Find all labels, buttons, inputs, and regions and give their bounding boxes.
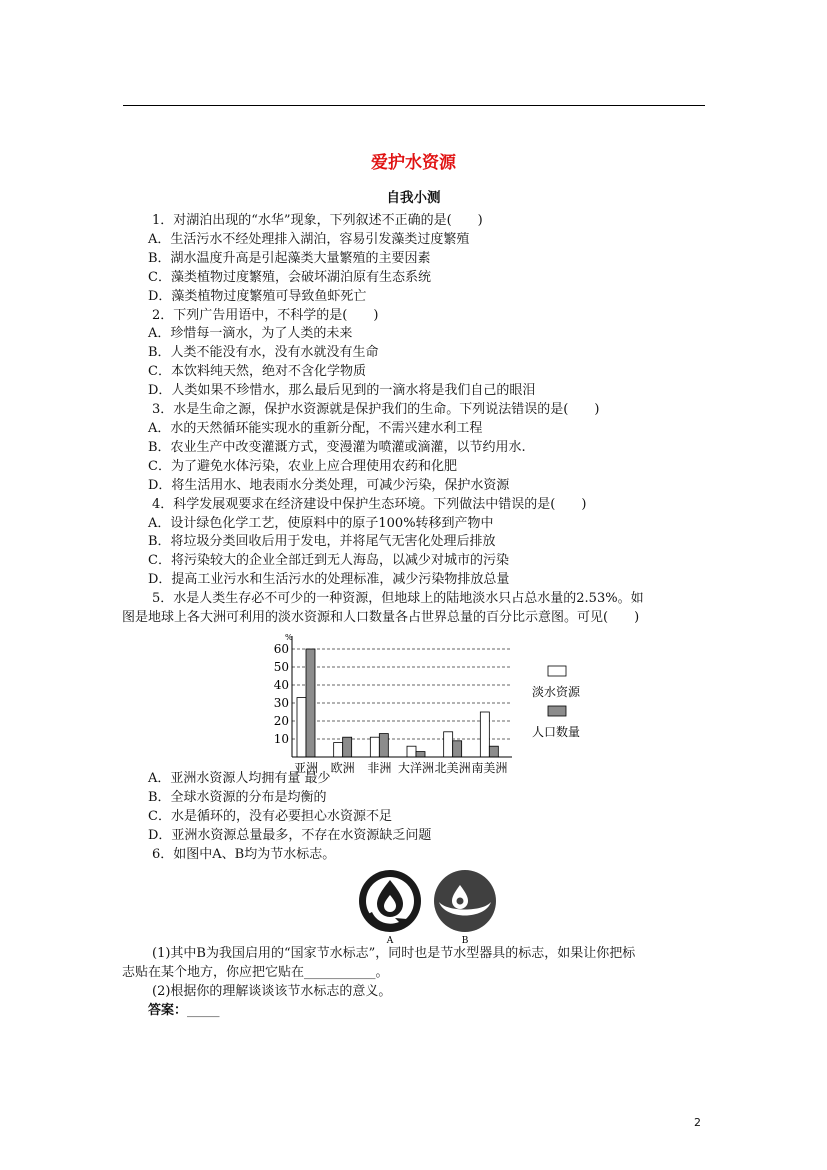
x-tick-label: 欧洲	[330, 761, 355, 775]
chart-legend	[532, 666, 581, 739]
q4-option-a: A．设计绿色化学工艺，使原料中的原子100%转移到产物中	[148, 515, 494, 531]
x-tick-label: 南美洲	[471, 761, 508, 775]
q6-sub1-line2: 志贴在某个地方，你应把它贴在___________。	[122, 964, 389, 980]
logo-a-label: A	[386, 936, 394, 946]
q5-options	[148, 770, 712, 865]
header-rule	[123, 105, 705, 106]
chart-grid	[292, 649, 512, 739]
q1-option-d: D．藻类植物过度繁殖可导致鱼虾死亡	[148, 288, 367, 304]
q6-subquestions	[122, 945, 712, 1021]
q4-option-b: B．将垃圾分类回收后用于发电，并将尾气无害化处理后排放	[148, 534, 496, 550]
q1-option-c: C．藻类植物过度繁殖，会破坏湖泊原有生态系统	[148, 269, 431, 285]
bar-freshwater	[334, 743, 343, 757]
question-list	[122, 212, 712, 628]
q2-stem: 2．下列广告用语中，不科学的是( )	[152, 307, 379, 323]
bar-freshwater	[480, 712, 489, 757]
q5-option-c: C．水是循环的，没有必要担心水资源不足	[148, 808, 392, 824]
x-tick-label: 亚洲	[293, 761, 319, 775]
y-tick-label: 20	[273, 714, 289, 728]
q5-stem-line1: 5．水是人类生存必不可少的一种资源，但地球上的陆地淡水只占总水量的2.53%。如	[152, 591, 644, 607]
q6-stem: 6．如图中A、B均为节水标志。	[152, 846, 336, 862]
y-tick-label: 30	[273, 696, 289, 710]
bar-population	[343, 737, 352, 757]
water-saving-logos	[355, 868, 505, 946]
q3-option-a: A．水的天然循环能实现水的重新分配，不需兴建水利工程	[148, 420, 483, 436]
q3-option-d: D．将生活用水、地表雨水分类处理，可减少污染，保护水资源	[148, 477, 510, 493]
q5-stem-line2: 图是地球上各大洲可利用的淡水资源和人口数量各占世界总量的百分比示意图。可见( )	[122, 610, 640, 626]
q2-option-c: C．本饮料纯天然，绝对不含化学物质	[148, 364, 366, 380]
y-axis-label: %	[285, 633, 293, 642]
q4-option-d: D．提高工业污水和生活污水的处理标准，减少污染物排放总量	[148, 572, 510, 588]
y-tick-label: 40	[273, 678, 289, 692]
q1-option-a: A．生活污水不经处理排入湖泊，容易引发藻类过度繁殖	[148, 231, 470, 247]
q1-option-b: B．湖水温度升高是引起藻类大量繁殖的主要因素	[148, 250, 431, 266]
bar-population	[306, 649, 315, 757]
answer-blank: _____	[187, 1002, 220, 1018]
q6-sub2: (2)根据你的理解谈谈该节水标志的意义。	[152, 983, 392, 999]
x-tick-label: 北美洲	[434, 761, 471, 775]
page-title: 爱护水资源	[371, 153, 456, 173]
water-saving-logo-b-icon	[434, 870, 496, 932]
x-tick-label: 大洋洲	[397, 761, 435, 775]
y-tick-label: 10	[273, 732, 289, 746]
section-subtitle: 自我小测	[386, 190, 441, 206]
legend-swatch	[548, 706, 566, 716]
legend-label: 淡水资源	[532, 685, 581, 699]
q3-option-c: C．为了避免水体污染，农业上应合理使用农药和化肥	[148, 458, 457, 474]
y-tick-label: 50	[273, 660, 289, 674]
water-population-bar-chart	[272, 630, 612, 780]
q4-option-c: C．将污染较大的企业全部迁到无人海岛，以减少对城市的污染	[148, 553, 509, 569]
bar-freshwater	[370, 737, 379, 757]
bar-freshwater	[407, 746, 416, 757]
legend-label: 人口数量	[532, 725, 581, 739]
bar-population	[379, 734, 388, 757]
logo-b-label: B	[461, 936, 469, 946]
q5-option-a: A．亚洲水资源人均拥有量 最少	[148, 771, 331, 786]
bar-freshwater	[297, 698, 306, 757]
q5-option-b: B．全球水资源的分布是均衡的	[148, 789, 327, 805]
q3-stem: 3．水是生命之源，保护水资源就是保护我们的生命。下列说法错误的是( )	[152, 402, 600, 418]
bar-freshwater	[444, 732, 453, 757]
x-tick-label: 非洲	[367, 761, 392, 775]
q2-option-a: A．珍惜每一滴水，为了人类的未来	[148, 326, 353, 342]
answer-line	[148, 1002, 712, 1021]
page-number: 2	[694, 1116, 701, 1129]
q2-option-b: B．人类不能没有水，没有水就没有生命	[148, 345, 379, 361]
q1-stem: 1．对湖泊出现的“水华”现象，下列叙述不正确的是( )	[152, 213, 483, 228]
q4-stem: 4．科学发展观要求在经济建设中保护生态环境。下列做法中错误的是( )	[152, 496, 587, 512]
q6-sub1-line1: (1)其中B为我国启用的“国家节水标志”，同时也是节水型器具的标志，如果让你把标	[152, 946, 636, 961]
bar-population	[453, 741, 462, 757]
q2-option-d: D．人类如果不珍惜水，那么最后见到的一滴水将是我们自己的眼泪	[148, 383, 536, 399]
q3-option-b: B．农业生产中改变灌溉方式，变漫灌为喷灌或滴灌，以节约用水.	[148, 439, 526, 455]
bar-population	[416, 752, 425, 757]
bar-population	[489, 746, 498, 757]
answer-label: 答案：	[148, 1002, 188, 1018]
water-saving-logo-a-icon	[359, 870, 421, 932]
q5-option-d: D．亚洲水资源总量最多，不存在水资源缺乏问题	[148, 827, 432, 843]
y-tick-label: 60	[273, 642, 289, 656]
legend-swatch	[548, 666, 566, 676]
